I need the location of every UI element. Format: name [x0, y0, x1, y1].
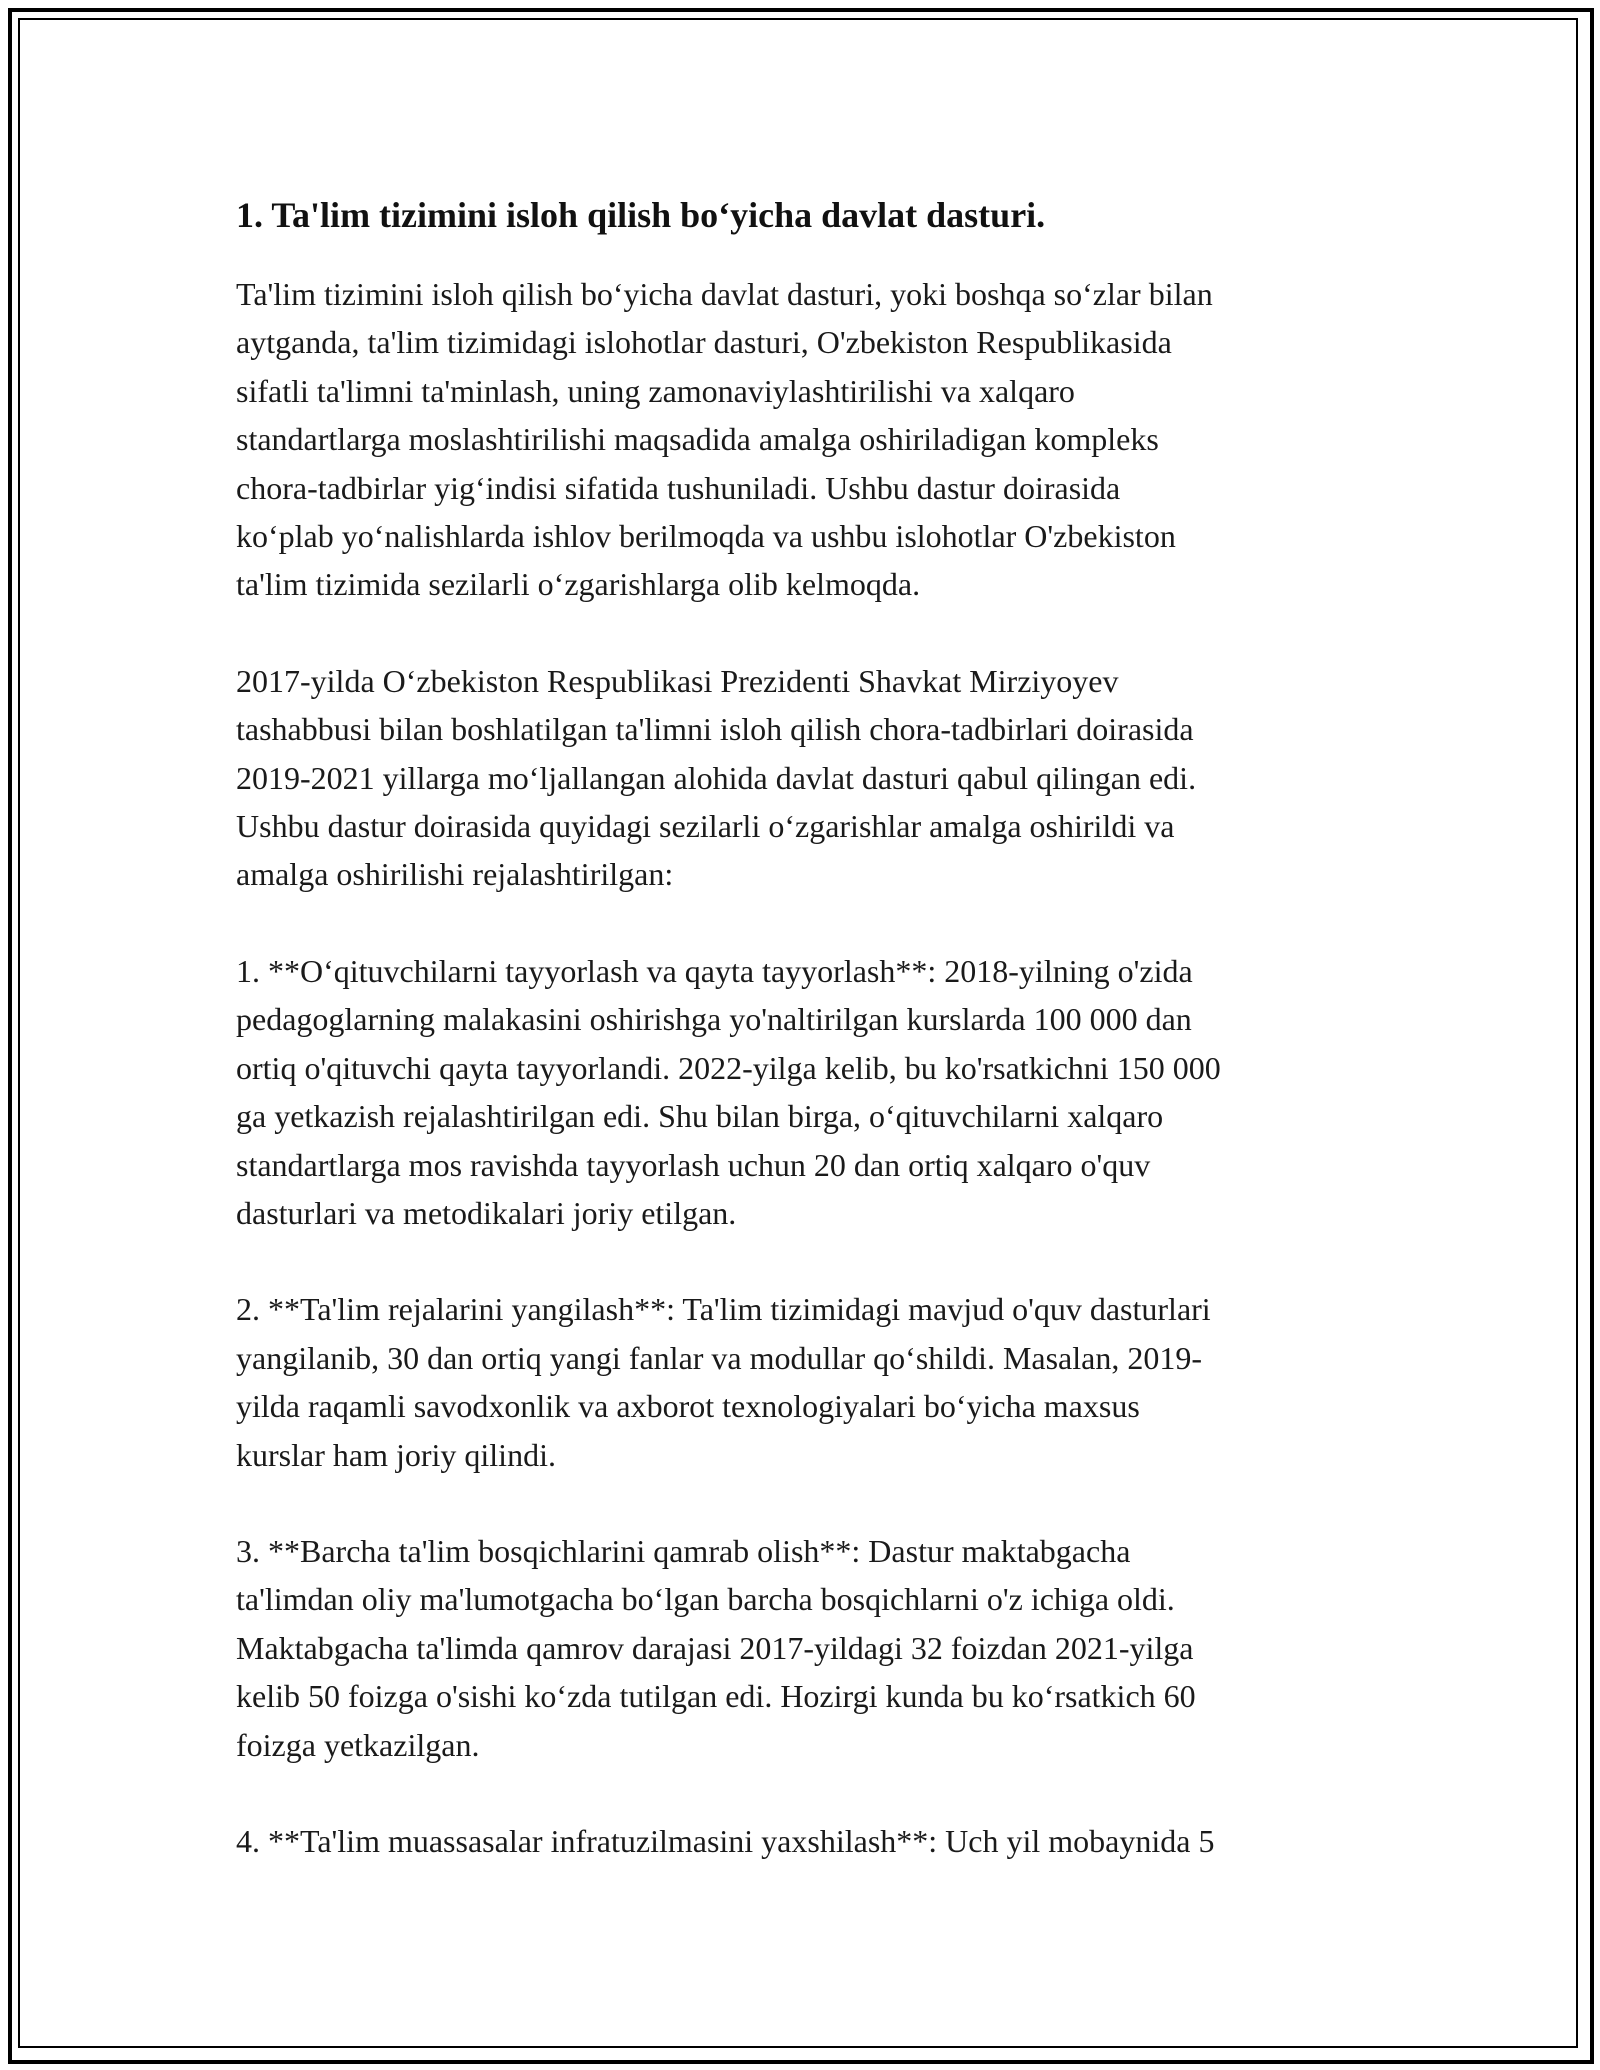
- text-line: aytganda, ta'lim tizimidagi islohotlar dasturi, O'zbekiston Respublikasida: [236, 324, 1172, 361]
- text-line: Maktabgacha ta'limda qamrov darajasi 2017-yildagi 32 foizdan 2021-yilga: [236, 1629, 1194, 1666]
- text-line: yilda raqamli savodxonlik va axborot texnologiyalari bo‘yicha maxsus: [236, 1388, 1140, 1425]
- text-line: 3. **Barcha ta'lim bosqichlarini qamrab olish**: Dastur maktabgacha: [236, 1532, 1131, 1569]
- text-line: 2. **Ta'lim rejalarini yangilash**: Ta'lim tizimidagi mavjud o'quv dasturlari: [236, 1291, 1211, 1328]
- text-line: yangilanib, 30 dan ortiq yangi fanlar va modullar qo‘shildi. Masalan, 2019-: [236, 1339, 1202, 1376]
- text-line: 4. **Ta'lim muassasalar infratuzilmasini yaxshilash**: Uch yil mobaynida 5: [236, 1822, 1215, 1859]
- text-line: pedagoglarning malakasini oshirishga yo'naltirilgan kurslarda 100 000 dan: [236, 1001, 1192, 1038]
- list-item-coverage: [236, 1527, 1376, 1769]
- list-item-teachers: [236, 947, 1376, 1237]
- text-line: ko‘plab yo‘nalishlarda ishlov berilmoqda va ushbu islohotlar O'zbekiston: [236, 518, 1176, 555]
- text-line: amalga oshirilishi rejalashtirilgan:: [236, 856, 674, 893]
- paragraph-background: [236, 657, 1376, 899]
- text-line: ta'limdan oliy ma'lumotgacha bo‘lgan barcha bosqichlarni o'z ichiga oldi.: [236, 1581, 1175, 1618]
- text-line: Ta'lim tizimini isloh qilish bo‘yicha davlat dasturi, yoki boshqa so‘zlar bilan: [236, 276, 1213, 312]
- paragraph-intro: [236, 270, 1376, 609]
- text-line: standartlarga moslashtirilishi maqsadida amalga oshiriladigan kompleks: [236, 421, 1159, 458]
- list-item-infrastructure: [236, 1817, 1376, 1865]
- text-line: tashabbusi bilan boshlatilgan ta'limni isloh qilish chora-tadbirlari doirasida: [236, 711, 1194, 748]
- text-line: foizga yetkazilgan.: [236, 1726, 480, 1763]
- text-line: ga yetkazish rejalashtirilgan edi. Shu bilan birga, o‘qituvchilarni xalqaro: [236, 1098, 1164, 1135]
- text-line: standartlarga mos ravishda tayyorlash uchun 20 dan ortiq xalqaro o'quv: [236, 1146, 1151, 1183]
- text-line: chora-tadbirlar yig‘indisi sifatida tushuniladi. Ushbu dastur doirasida: [236, 469, 1121, 506]
- section-heading: 1. Ta'lim tizimini isloh qilish bo‘yicha davlat dasturi.: [236, 195, 1046, 235]
- text-line: 1. **O‘qituvchilarni tayyorlash va qayta tayyorlash**: 2018-yilning o'zida: [236, 952, 1193, 989]
- text-line: kelib 50 foizga o'sishi ko‘zda tutilgan edi. Hozirgi kunda bu ko‘rsatkich 60: [236, 1678, 1196, 1715]
- text-line: kurslar ham joriy qilindi.: [236, 1436, 556, 1473]
- list-item-curricula: [236, 1285, 1376, 1479]
- text-line: 2017-yilda O‘zbekiston Respublikasi Prezidenti Shavkat Mirziyoyev: [236, 662, 1119, 699]
- text-line: Ushbu dastur doirasida quyidagi sezilarli o‘zgarishlar amalga oshirildi va: [236, 808, 1175, 845]
- text-line: 2019-2021 yillarga mo‘ljallangan alohida davlat dasturi qabul qilingan edi.: [236, 759, 1197, 796]
- text-line: sifatli ta'limni ta'minlash, uning zamonaviylashtirilishi va xalqaro: [236, 372, 1075, 409]
- text-line: dasturlari va metodikalari joriy etilgan.: [236, 1194, 737, 1231]
- text-line: ta'lim tizimida sezilarli o‘zgarishlarga olib kelmoqda.: [236, 566, 921, 603]
- document-body: [236, 186, 1376, 1865]
- text-line: ortiq o'qituvchi qayta tayyorlandi. 2022-yilga kelib, bu ko'rsatkichni 150 000: [236, 1049, 1221, 1086]
